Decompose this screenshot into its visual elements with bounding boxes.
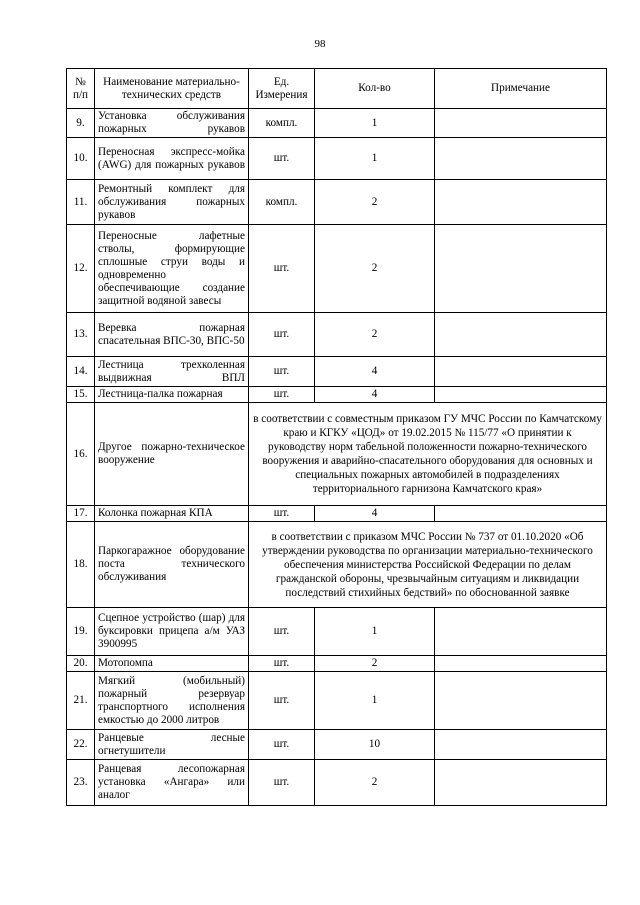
row-number: 16. [67, 403, 95, 506]
header-unit: Ед. Измерения [249, 69, 315, 109]
header-name: Наименование материально-технических средств [95, 69, 249, 109]
item-name: Установка обслуживания пожарных рукавов [95, 109, 249, 138]
item-name: Другое пожарно-техническое вооружение [95, 403, 249, 506]
item-quantity: 2 [315, 180, 435, 225]
item-unit: шт. [249, 225, 315, 313]
row-number: 17. [67, 506, 95, 522]
item-note [435, 672, 607, 730]
item-unit: шт. [249, 608, 315, 656]
item-name: Сцепное устройство (шар) для буксировки прицепа а/м УАЗ 3900995 [95, 608, 249, 656]
table-row [67, 760, 607, 806]
item-quantity: 2 [315, 225, 435, 313]
merged-note: в соответствии с совместным приказом ГУ МЧС России по Камчатскому краю и КГКУ «ЦОД» от 19.02.2015 № 115/77 «О принятии к руководству норм табельной положенности пожарно-технического вооружения и аварийно-спасательного оборудования для основных и специальных пожарных автомобилей в подразделениях территориального гарнизона Камчатского края» [249, 403, 607, 506]
item-name: Переносная экспресс-мойка (AWG) для пожарных рукавов [95, 138, 249, 180]
item-quantity: 1 [315, 608, 435, 656]
item-name: Ремонтный комплект для обслуживания пожарных рукавов [95, 180, 249, 225]
item-note [435, 760, 607, 806]
item-name: Переносные лафетные стволы, формирующие сплошные струи воды и одновременно обеспечивающие создание защитной водяной завесы [95, 225, 249, 313]
item-unit: шт. [249, 656, 315, 672]
row-number: 21. [67, 672, 95, 730]
item-note [435, 357, 607, 387]
table-row [67, 730, 607, 760]
table-row [67, 672, 607, 730]
item-name: Мотопомпа [95, 656, 249, 672]
table-row [67, 656, 607, 672]
row-number: 14. [67, 357, 95, 387]
row-number: 12. [67, 225, 95, 313]
merged-note: в соответствии с приказом МЧС России № 737 от 01.10.2020 «Об утверждении руководства по организации материально-технического обеспечения министерства Российской Федерации по делам гражданской обороны, чрезвычайным ситуациям и ликвидации последствий стихийных бедствий» по обоснованной заявке [249, 522, 607, 608]
table-row [67, 180, 607, 225]
item-name: Ранцевые лесные огнетушители [95, 730, 249, 760]
table-row [67, 403, 607, 506]
table-row [67, 109, 607, 138]
item-unit: шт. [249, 313, 315, 357]
item-quantity: 1 [315, 109, 435, 138]
header-note: Примечание [435, 69, 607, 109]
row-number: 9. [67, 109, 95, 138]
item-note [435, 730, 607, 760]
item-unit: шт. [249, 357, 315, 387]
item-quantity: 4 [315, 506, 435, 522]
item-name: Ранцевая лесопожарная установка «Ангара» или аналог [95, 760, 249, 806]
row-number: 13. [67, 313, 95, 357]
row-number: 15. [67, 387, 95, 403]
item-quantity: 10 [315, 730, 435, 760]
item-unit: компл. [249, 109, 315, 138]
item-note [435, 109, 607, 138]
item-note [435, 506, 607, 522]
item-note [435, 313, 607, 357]
item-note [435, 656, 607, 672]
row-number: 22. [67, 730, 95, 760]
row-number: 18. [67, 522, 95, 608]
item-unit: шт. [249, 730, 315, 760]
item-name: Лестница-палка пожарная [95, 387, 249, 403]
header-num: № п/п [67, 69, 95, 109]
item-unit: шт. [249, 506, 315, 522]
item-quantity: 2 [315, 656, 435, 672]
item-unit: шт. [249, 672, 315, 730]
row-number: 10. [67, 138, 95, 180]
item-quantity: 4 [315, 387, 435, 403]
item-unit: шт. [249, 138, 315, 180]
item-note [435, 225, 607, 313]
item-name: Колонка пожарная КПА [95, 506, 249, 522]
table-row [67, 522, 607, 608]
item-quantity: 2 [315, 313, 435, 357]
materials-table [66, 68, 607, 806]
table-row [67, 225, 607, 313]
item-unit: компл. [249, 180, 315, 225]
page-number: 98 [314, 38, 326, 50]
item-quantity: 1 [315, 138, 435, 180]
table-row [67, 506, 607, 522]
item-unit: шт. [249, 760, 315, 806]
table-header-row [67, 69, 607, 109]
item-name: Веревка пожарная спасательная ВПС-30, ВПС-50 [95, 313, 249, 357]
item-note [435, 387, 607, 403]
item-name: Паркогаражное оборудование поста технического обслуживания [95, 522, 249, 608]
table-row [67, 138, 607, 180]
table-row [67, 387, 607, 403]
item-note [435, 608, 607, 656]
row-number: 11. [67, 180, 95, 225]
item-name: Лестница трехколенная выдвижная ВПЛ [95, 357, 249, 387]
table-row [67, 608, 607, 656]
item-quantity: 1 [315, 672, 435, 730]
item-quantity: 4 [315, 357, 435, 387]
header-qty: Кол-во [315, 69, 435, 109]
table-row [67, 313, 607, 357]
item-note [435, 138, 607, 180]
row-number: 20. [67, 656, 95, 672]
table-row [67, 357, 607, 387]
item-quantity: 2 [315, 760, 435, 806]
item-note [435, 180, 607, 225]
row-number: 23. [67, 760, 95, 806]
row-number: 19. [67, 608, 95, 656]
item-unit: шт. [249, 387, 315, 403]
item-name: Мягкий (мобильный) пожарный резервуар транспортного исполнения емкостью до 2000 литров [95, 672, 249, 730]
